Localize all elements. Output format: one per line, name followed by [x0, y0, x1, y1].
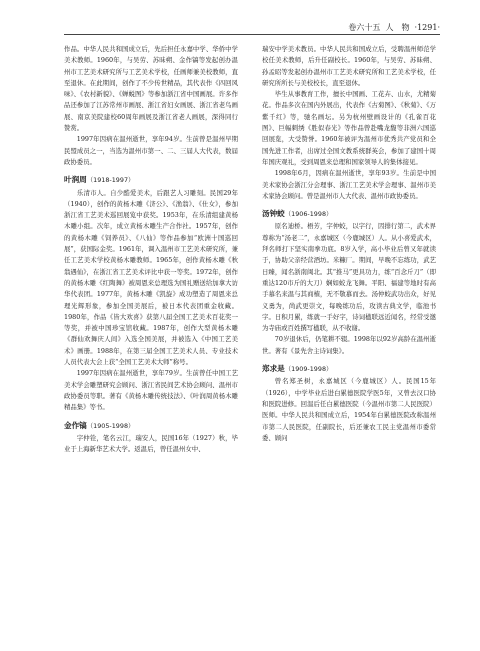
entry-years: （1905-1998） — [86, 421, 135, 430]
chapter-label: 卷六十五 — [348, 23, 381, 32]
body-paragraph: 原名迪桥。梧芳，字仲蛟，以字行，因排行第二，武术界尊称为“汤老二”，永嘉城区（今鹿城区）人。从小喜爱武术，拜名师打下坚实南拳功底。8岁入学，高小毕业后曾又年就读于，协助父亲经营酒坊。米糠厂。期间，早晚不忘练功，武艺日臻，闻名浙南闽北。其“推马”更具功力，练“百念斤刀”（即重达120市斤的大刀）娴如蛟龙飞舞。平阳、福建等地时有高手慕名来温与其商榷，无不敬慕而去。汤仲蛟武功出众，好见义勇为，尚武更崇文，每晚练功后，攻读古典文学，临池书字。日积月累，练就一手好字，诗词楹联远近闻名，经常受邀为寺庙或百姓撰写楹联，从不收谢。 — [262, 222, 436, 333]
body-paragraph: 1998年6月，因病在温州逝世，享年93岁。生前是中国美术家协会浙江分会理事、浙江工艺美术学会理事、温州市美术家协会顾问。曾是温州市人大代表、温州市政协委员。 — [262, 169, 436, 200]
body-paragraph: 作品。中华人民共和国成立后，先后担任永嘉中学、华侨中学美术教师。1960年，与吴劳、苏昧朔、金作镐等发起创办温州市工艺美术研究所与工艺美术学校，任画师兼美校教师，直至退休。在此期间，创作了不少传世精品，其代表作《四回风味》、《农村新貌》、《蝉蜕图》等参加浙江省中国画展。许多作品还参加了江苏常州市画展、浙江省妇女画展、浙江省老鸟画展、南京美院建校60周年画展及浙江省老人画展，深得同行赞赏。 — [64, 45, 238, 133]
entry-heading — [262, 208, 436, 220]
entry-heading — [64, 174, 238, 186]
entry-years: （1909-1998） — [284, 365, 333, 374]
header-rule — [64, 34, 440, 35]
body-paragraph: 毕生从事教育工作，擅长中国画、工花卉、山水，尤精菊花。作品多次在国内外展出，代表作《古菊图》、《秋菊》、《万紫千红》等，驰名画坛。另为杭州壁画设计的《孔雀百花图》、巨幅刺绣《胜似春光》等作品曾赴嘴龙馥等非洲六国巡回展览，大受赞誉。1960年被评为温州市优秀共产党员和全国先进工作者，出席过全国文教系统群英会，参加了建国十周年国庆观礼，受到周恩来总理和国家领导人的集体接见。 — [262, 90, 436, 166]
running-header — [348, 22, 440, 33]
page-number: ·1291· — [414, 23, 440, 32]
body-paragraph: 瑞安中学美术教员。中华人民共和国成立后，受聘温州师范学校任美术教师，后升任副校长。1960年，与吴劳、苏昧朔、孙孟昭等发起创办温州市工艺美术研究所和工艺美术学校，任研究所所长与美校校长，直至退休。 — [262, 45, 436, 87]
body-paragraph: 字仲铨，笔名云江，瑞安人，民国16年（1927）秋，毕业于上海新华艺术大学。返温后，曾任温州女中、 — [64, 433, 238, 454]
body-paragraph: 70岁退休后，仍笔耕不辍。1998年以92岁高龄在温州逝世。著有《景先舍主诗词集》。 — [262, 335, 436, 355]
right-column — [262, 44, 436, 444]
body-paragraph: 曾名郑圣树，永嘉城区（今鹿城区）人。民国15年（1926），中学毕业后进白累德医院学医5年，又曾去汉口协和医院进修。回温后任白累德医院（今温州市第二人民医院）医师。中华人民共和国成立后，1954年白累德医院改称温州市第二人民医院，任副院长，后还兼农工民主党温州市委常委、顾问 — [262, 377, 436, 442]
body-paragraph: 1997年因病在温州逝世，享年79岁。生前曾任中国工艺美术学会雕塑研究会顾问、浙江省民间艺术协会顾问、温州市政协委员等职。著有《黄杨木雕传统技法》、《叶润周黄杨木雕精品集》等书。 — [64, 369, 238, 412]
body-paragraph: 1997年因病在温州逝世，享年94岁。生前曾是温州早期民盟成员之一，当选为温州市第一、二、三届人大代表，数届政协委员。 — [64, 135, 238, 166]
body-paragraph: 乐清市人。自少酷爱美术，后跟艺人习雕刻。民国29年（1940），创作的黄杨木雕《济公》、《渔翁》、《仕女》，参加浙江省工艺美术巡回展览中获奖。1953年，在乐清组建黄杨木雕小组。次年，成立黄杨木雕生产合作社。1957年，创作的黄杨木雕《饲养员》、《八仙》等作品参加“欧洲十国巡回展”，获国际金奖。1961年，调入温州市工艺美术研究所，兼任工艺美术学校黄杨木雕教师。1965年，创作黄杨木雕《秋翁遇仙》，在浙江省工艺美术评比中获一等奖。1972年，创作的黄杨木雕《红陶舞》被周恩来总理选为国礼赠送给加拿大访华代表团。1977年，黄杨木雕《凯旋》成功塑造了周恩来总理光辉形象，参加全国美展后，被日本代表团重金收藏。1980年，作品《皆大欢喜》获第八届全国工艺美术百花奖一等奖，并被中国珍宝馆收藏。1987年，创作大型黄杨木雕《群仙欢舞庆人间》入选全国美展，并被选入《中国工艺美术》画册。1988年，在第三届全国工艺美术人员、专业技术人员代表大会上获“全国工艺美术大师”称号。 — [64, 188, 238, 367]
entry-name: 金作镐 — [64, 420, 87, 430]
section-label: 人 物 — [385, 23, 410, 32]
entry-years: （1918-1997） — [86, 176, 135, 185]
entry-heading — [262, 363, 436, 375]
entry-name: 郑求是 — [262, 364, 285, 374]
left-column — [64, 44, 238, 455]
entry-years: （1906-1998） — [284, 210, 333, 219]
entry-name: 叶润周 — [64, 175, 87, 185]
entry-heading — [64, 420, 238, 432]
entry-name: 汤钟蛟 — [262, 209, 285, 219]
